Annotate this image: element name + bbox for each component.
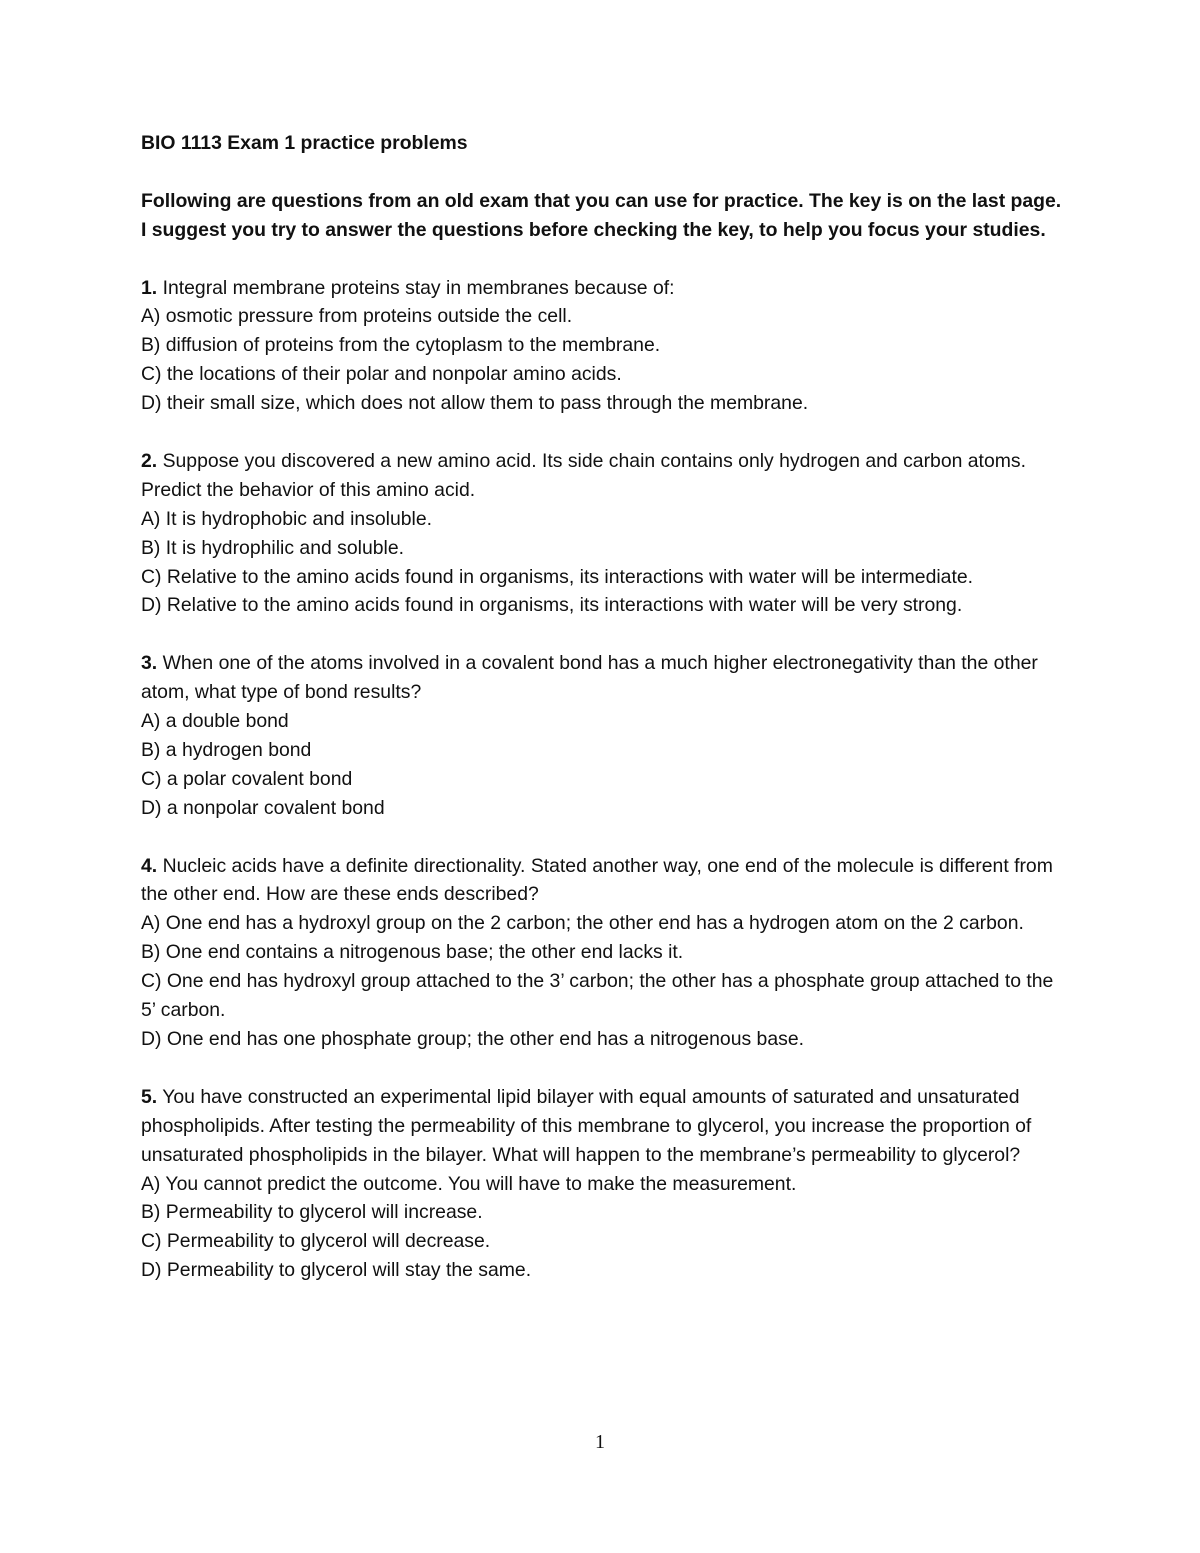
answer-option: B) Permeability to glycerol will increase. xyxy=(141,1201,483,1224)
question-number: 3. xyxy=(141,652,158,675)
answer-option: A) a double bond xyxy=(141,710,289,733)
question-number: 1. xyxy=(141,276,158,299)
answer-option: A) osmotic pressure from proteins outside the cell. xyxy=(141,305,573,328)
answer-option: A) It is hydrophobic and insoluble. xyxy=(141,507,433,530)
answer-option: C) a polar covalent bond xyxy=(141,767,353,790)
question-text: You have constructed an experimental lipid bilayer with equal amounts of saturated and unsaturated phospholipids. After testing the permeability of this membrane to glycerol, you increase the proportion of unsaturated phospholipids in the bilayer. What will happen to the membrane’s permeability to glycerol? xyxy=(141,1085,1032,1166)
question-stem xyxy=(141,274,1071,303)
page-number: 1 xyxy=(595,1431,605,1453)
answer-option: C) Relative to the amino acids found in organisms, its interactions with water will be intermediate. xyxy=(141,565,974,588)
question-3 xyxy=(141,649,1071,822)
question-text: Integral membrane proteins stay in membranes because of: xyxy=(162,276,675,299)
document-title: BIO 1113 Exam 1 practice problems xyxy=(141,132,468,154)
question-stem xyxy=(141,852,1071,910)
question-2 xyxy=(141,447,1071,620)
answer-option: B) a hydrogen bond xyxy=(141,738,312,761)
answer-option: C) One end has hydroxyl group attached to the 3’ carbon; the other has a phosphate group attached to the 5’ carbon. xyxy=(141,970,1054,1022)
question-5 xyxy=(141,1083,1071,1285)
question-stem xyxy=(141,1083,1071,1170)
answer-option: D) One end has one phosphate group; the other end has a nitrogenous base. xyxy=(141,1028,804,1051)
answer-option: C) the locations of their polar and nonpolar amino acids. xyxy=(141,363,622,386)
answer-option: A) One end has a hydroxyl group on the 2 carbon; the other end has a hydrogen atom on the 2 carbon. xyxy=(141,912,1024,935)
answer-option: A) You cannot predict the outcome. You will have to make the measurement. xyxy=(141,1172,797,1195)
answer-option: C) Permeability to glycerol will decrease. xyxy=(141,1230,491,1253)
intro-paragraph: Following are questions from an old exam that you can use for practice. The key is on the last page. I suggest you try to answer the questions before checking the key, to help you focus your studies. xyxy=(141,189,1062,241)
answer-option: B) One end contains a nitrogenous base; the other end lacks it. xyxy=(141,941,684,964)
question-number: 2. xyxy=(141,449,158,472)
answer-option: D) a nonpolar covalent bond xyxy=(141,796,385,819)
answer-option: B) It is hydrophilic and soluble. xyxy=(141,536,404,559)
page-content xyxy=(141,129,1071,1285)
question-stem xyxy=(141,649,1071,707)
question-text: When one of the atoms involved in a covalent bond has a much higher electronegativity than the other atom, what type of bond results? xyxy=(141,652,1038,704)
question-text: Suppose you discovered a new amino acid. Its side chain contains only hydrogen and carbon atoms. Predict the behavior of this amino acid. xyxy=(141,449,1026,501)
question-text: Nucleic acids have a definite directionality. Stated another way, one end of the molecule is different from the other end. How are these ends described? xyxy=(141,854,1053,906)
answer-option: D) Permeability to glycerol will stay the same. xyxy=(141,1259,532,1282)
question-number: 5. xyxy=(141,1085,158,1108)
question-1 xyxy=(141,274,1071,419)
answer-option: D) their small size, which does not allow them to pass through the membrane. xyxy=(141,392,809,415)
question-4 xyxy=(141,852,1071,1054)
question-stem xyxy=(141,447,1071,505)
answer-option: B) diffusion of proteins from the cytoplasm to the membrane. xyxy=(141,334,661,357)
answer-option: D) Relative to the amino acids found in organisms, its interactions with water will be very strong. xyxy=(141,594,963,617)
question-number: 4. xyxy=(141,854,158,877)
